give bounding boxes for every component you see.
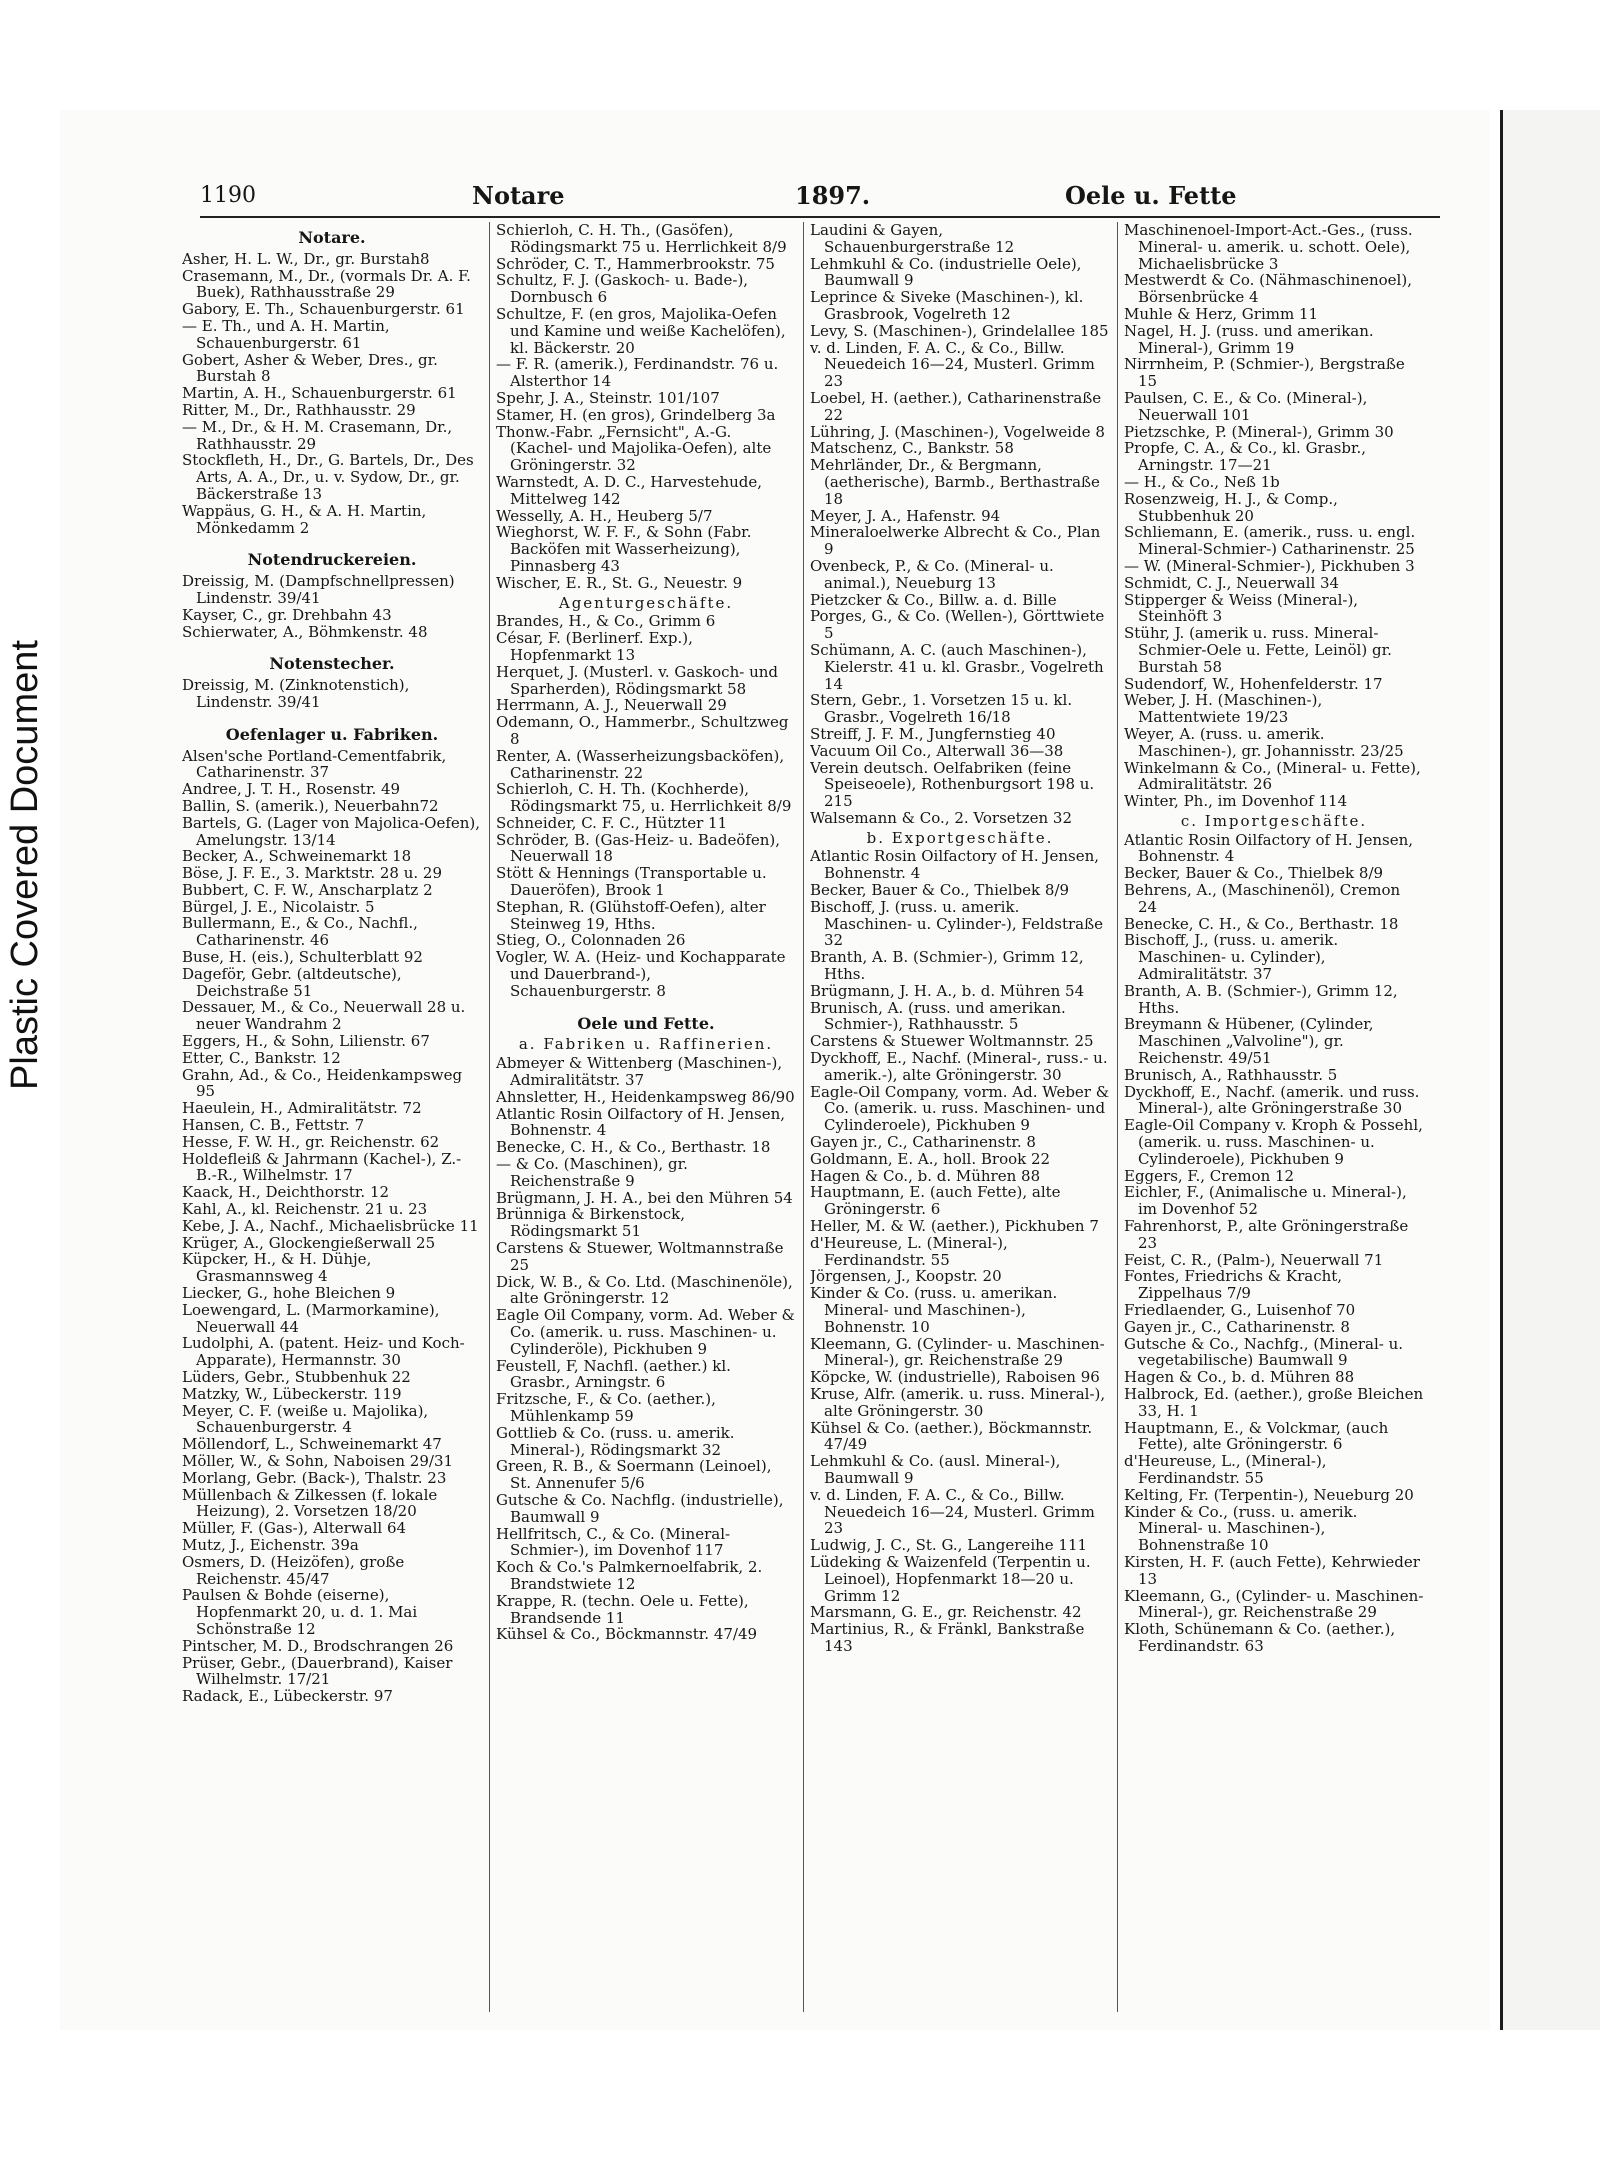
directory-entry: Dick, W. B., & Co. Ltd. (Maschinenöle), alte Gröningerstr. 12 [496,1272,793,1308]
directory-entry: Hauptmann, E., & Volckmar, (auch Fette), alte Gröningerstr. 6 [1124,1418,1389,1454]
directory-entry: Wappäus, G. H., & A. H. Martin, Mönkedamm 2 [182,501,427,537]
directory-entry: — F. R. (amerik.), Ferdinandstr. 76 u. Alsterthor 14 [496,355,779,391]
directory-entry: Streiff, J. F. M., Jungfernstieg 40 [810,724,1056,743]
directory-entry: Winkelmann & Co., (Mineral- u. Fette), Admiralitätstr. 26 [1124,758,1421,794]
directory-entry: Heller, M. & W. (aether.), Pickhuben 7 [810,1217,1099,1236]
directory-entry: Gabory, E. Th., Schauenburgerstr. 61 [182,300,465,319]
directory-entry: Verein deutsch. Oelfabriken (feine Speiseoele), Rothenburgsort 198 u. 215 [810,758,1095,811]
directory-entry: Becker, A., Schweinemarkt 18 [182,847,412,866]
directory-entry: Koch & Co.'s Palmkernoelfabrik, 2. Brandstwiete 12 [496,1558,763,1593]
directory-entry: Liecker, G., hohe Bleichen 9 [182,1284,396,1303]
directory-entry: Stockfleth, H., Dr., G. Bartels, Dr., Des Arts, A. A., Dr., u. v. Sydow, Dr., gr. Bäckerstraße 13 [182,451,474,503]
directory-entry: Etter, C., Bankstr. 12 [182,1048,341,1067]
directory-entry: Halbrock, Ed. (aether.), große Bleichen 33, H. 1 [1124,1384,1424,1420]
directory-entry: Schmidt, C. J., Neuerwall 34 [1124,573,1340,592]
subsection-heading: Agenturgeschäfte. [558,593,734,612]
directory-entry: Loewengard, L. (Marmorkamine), Neuerwall 44 [182,1300,440,1336]
directory-entry: Hansen, C. B., Fettstr. 7 [182,1116,365,1135]
directory-entry: Becker, Bauer & Co., Thielbek 8/9 [810,881,1070,900]
directory-entry: Laudini & Gayen, Schauenburgerstraße 12 [810,222,1015,256]
directory-entry: d'Heureuse, L., (Mineral-), Ferdinandstr. 55 [1124,1452,1327,1487]
directory-entry: Eagle-Oil Company v. Kroph & Possehl, (amerik. u. russ. Maschinen- u. Cylinderoele), Pickhuben 9 [1124,1116,1423,1168]
directory-entry: Asher, H. L. W., Dr., gr. Burstah8 [182,249,430,268]
page-number: 1190 [200,183,256,208]
column-1 [182,222,482,2012]
directory-entry: Kloth, Schünemann & Co. (aether.), Ferdinandstr. 63 [1124,1620,1396,1655]
directory-entry: Schultz, F. J. (Gaskoch- u. Bade-), Dornbusch 6 [496,271,749,307]
directory-entry: Kleemann, G. (Cylinder- u. Maschinen-Mineral-), gr. Reichenstraße 29 [810,1334,1105,1370]
directory-entry: Hauptmann, E. (auch Fette), alte Gröningerstr. 6 [810,1183,1061,1219]
directory-entry: Feist, C. R., (Palm-), Neuerwall 71 [1124,1250,1384,1269]
directory-entry: Mutz, J., Eichenstr. 39a [182,1535,359,1554]
directory-entry: Carstens & Stuewer, Woltmannstraße 25 [496,1239,784,1274]
directory-entry: Vacuum Oil Co., Alterwall 36—38 [810,741,1064,760]
directory-entry: Rosenzweig, H. J., & Comp., Stubbenhuk 20 [1124,489,1338,525]
directory-entry: — M., Dr., & H. M. Crasemann, Dr., Rathhausstr. 29 [182,417,453,453]
directory-entry: Dreissig, M. (Dampfschnellpressen) Lindenstr. 39/41 [182,572,455,607]
directory-entry: Schierloh, C. H. Th. (Kochherde), Rödingsmarkt 75, u. Herrlichkeit 8/9 [496,780,792,816]
directory-entry: Möller, W., & Sohn, Naboisen 29/31 [182,1451,454,1470]
header-rule [200,216,1440,218]
directory-entry: Morlang, Gebr. (Back-), Thalstr. 23 [182,1468,447,1487]
directory-entry: Marsmann, G. E., gr. Reichenstr. 42 [810,1603,1082,1622]
directory-entry: Hesse, F. W. H., gr. Reichenstr. 62 [182,1132,440,1151]
directory-entry: Haeulein, H., Admiralitätstr. 72 [182,1099,422,1118]
directory-entry: Matzky, W., Lübeckerstr. 119 [182,1384,402,1403]
directory-entry: Leprince & Siveke (Maschinen-), kl. Grasbrook, Vogelreth 12 [810,288,1084,323]
directory-entry: Pietzcker & Co., Billw. a. d. Bille [810,590,1057,609]
directory-entry: Schliemann, E. (amerik., russ. u. engl. Mineral-Schmier-) Catharinenstr. 25 [1124,523,1416,559]
directory-entry: Abmeyer & Wittenberg (Maschinen-), Admiralitätstr. 37 [496,1054,783,1090]
directory-entry: Radack, E., Lübeckerstr. 97 [182,1687,393,1706]
directory-entry: Kelting, Fr. (Terpentin-), Neueburg 20 [1124,1485,1414,1504]
directory-entry: Schröder, C. T., Hammerbrookstr. 75 [496,254,775,273]
directory-entry: Wischer, E. R., St. G., Neuestr. 9 [496,573,743,592]
subsection-heading: c. Importgeschäfte. [1180,811,1368,830]
directory-entry: Thonw.-Fabr. „Fernsicht", A.-G. (Kachel- und Majolika-Oefen), alte Gröningerstr. 32 [496,422,772,475]
directory-entry: Kebe, J. A., Nachf., Michaelisbrücke 11 [182,1216,479,1235]
directory-entry: Breymann & Hübener, (Cylinder, Maschinen „Valvoline"), gr. Reichenstr. 49/51 [1124,1015,1374,1068]
directory-entry: Stern, Gebr., 1. Vorsetzen 15 u. kl. Grasbr., Vogelreth 16/18 [810,691,1073,727]
directory-entry: Ovenbeck, P., & Co. (Mineral- u. animal.), Neueburg 13 [810,556,1054,592]
directory-entry: Pintscher, M. D., Brodschrangen 26 [182,1636,454,1655]
directory-entry: Wesselly, A. H., Heuberg 5/7 [496,506,713,525]
directory-entry: Lehmkuhl & Co. (ausl. Mineral-), Baumwall 9 [810,1452,1061,1487]
directory-entry: Krappe, R. (techn. Oele u. Fette), Brandsende 11 [496,1591,749,1627]
directory-entry: Bischoff, J. (russ. u. amerik. Maschinen- u. Cylinder-), Feldstraße 32 [810,897,1104,950]
directory-entry: Renter, A. (Wasserheizungsbacköfen), Catharinenstr. 22 [496,746,785,782]
directory-entry: Ahnsletter, H., Heidenkampsweg 86/90 [496,1087,795,1106]
directory-entry: d'Heureuse, L. (Mineral-), Ferdinandstr. 55 [810,1233,1008,1269]
directory-entry: Dessauer, M., & Co., Neuerwall 28 u. neuer Wandrahm 2 [182,998,466,1034]
directory-entry: Ballin, S. (amerik.), Neuerbahn72 [182,796,439,815]
directory-entry: Feustell, F, Nachfl. (aether.) kl. Grasbr., Arningstr. 6 [496,1356,731,1392]
directory-entry: Ritter, M., Dr., Rathhausstr. 29 [182,400,416,419]
directory-entry: Lüdeking & Waizenfeld (Terpentin u. Leinoel), Hopfenmarkt 18—20 u. Grimm 12 [810,1552,1091,1605]
directory-entry: Kayser, C., gr. Drehbahn 43 [182,605,392,624]
directory-entry: Holdefleiß & Jahrmann (Kachel-), Z.-B.-R., Wilhelmstr. 17 [182,1149,462,1185]
directory-entry: Stephan, R. (Glühstoff-Oefen), alter Steinweg 19, Hths. [496,897,766,933]
directory-entry: Stipperger & Weiss (Mineral-), Steinhöft 3 [1124,590,1359,626]
section-heading: Oele und Fette. [577,1013,715,1033]
directory-entry: Kirsten, H. F. (auch Fette), Kehrwieder 13 [1124,1552,1420,1588]
directory-entry: Odemann, O., Hammerbr., Schultzweg 8 [496,713,789,748]
directory-entry: — W. (Mineral-Schmier-), Pickhuben 3 [1124,556,1415,575]
directory-entry: Wieghorst, W. F. F., & Sohn (Fabr. Backöfen mit Wasserheizung), Pinnasberg 43 [496,523,752,575]
subsection-heading: a. Fabriken u. Raffinerien. [518,1035,774,1054]
section-heading: Notenstecher. [269,654,395,674]
directory-entry: — H., & Co., Neß 1b [1124,472,1280,491]
directory-entry: Schümann, A. C. (auch Maschinen-), Kielerstr. 41 u. kl. Grasbr., Vogelreth 14 [810,640,1104,693]
directory-entry: Loebel, H. (aether.), Catharinenstraße 22 [810,388,1102,424]
directory-entry: Kleemann, G., (Cylinder- u. Maschinen-Mineral-), gr. Reichenstraße 29 [1124,1586,1424,1622]
directory-entry: v. d. Linden, F. A. C., & Co., Billw. Neuedeich 16—24, Musterl. Grimm 23 [810,338,1095,391]
next-page-edge [1500,110,1600,2030]
directory-entry: Köpcke, W. (industrielle), Raboisen 96 [810,1368,1100,1387]
directory-entry: Kühsel & Co. (aether.), Böckmannstr. 47/49 [810,1418,1093,1454]
section-heading: Oefenlager u. Fabriken. [225,724,439,744]
directory-entry: Küpcker, H., & H. Dühje, Grasmannsweg 4 [182,1250,372,1286]
column-separator [803,222,804,2012]
directory-entry: Propfe, C. A., & Co., kl. Grasbr., Arningstr. 17—21 [1124,439,1367,475]
directory-entry: Krüger, A., Glockengießerwall 25 [182,1233,436,1252]
directory-entry: Eichler, F., (Animalische u. Mineral-), im Dovenhof 52 [1124,1183,1407,1219]
directory-entry: Eggers, F., Cremon 12 [1124,1166,1295,1185]
directory-entry: Jörgensen, J., Koopstr. 20 [810,1267,1002,1286]
directory-entry: Eggers, H., & Sohn, Lilienstr. 67 [182,1032,430,1051]
directory-entry: Vogler, W. A. (Heiz- und Kochapparate und Dauerbrand-), Schauenburgerstr. 8 [496,948,786,1000]
directory-entry: Brünniga & Birkenstock, Rödingsmarkt 51 [496,1205,686,1241]
directory-entry: Levy, S. (Maschinen-), Grindelallee 185 [810,321,1109,340]
directory-entry: Kaack, H., Deichthorstr. 12 [182,1183,390,1202]
directory-entry: Brandes, H., & Co., Grimm 6 [496,612,716,631]
directory-entry: Meyer, J. A., Hafenstr. 94 [810,506,1001,525]
directory-entry: Maschinenoel-Import-Act.-Ges., (russ. Mineral- u. amerik. u. schott. Oele), Michaelisbrücke 3 [1124,222,1413,273]
directory-entry: Weyer, A. (russ. u. amerik. Maschinen-), gr. Johannisstr. 23/25 [1124,724,1404,760]
section-heading: Notendruckereien. [247,550,417,570]
directory-entry: Müllenbach & Zilkessen (f. lokale Heizung), 2. Vorsetzen 18/20 [182,1485,438,1521]
directory-entry: Dreissig, M. (Zinknotenstich), Lindenstr. 39/41 [182,676,410,711]
directory-entry: Stamer, H. (en gros), Grindelberg 3a [496,405,776,424]
directory-entry: Lehmkuhl & Co. (industrielle Oele), Baumwall 9 [810,254,1082,290]
directory-entry: Bürgel, J. E., Nicolaistr. 5 [182,897,375,916]
directory-entry: Lüders, Gebr., Stubbenhuk 22 [182,1368,411,1386]
directory-entry: Matschenz, C., Bankstr. 58 [810,439,1014,458]
directory-entry: Gayen jr., C., Catharinenstr. 8 [1124,1317,1350,1336]
directory-entry: Prüser, Gebr., (Dauerbrand), Kaiser Wilhelmstr. 17/21 [182,1653,453,1689]
directory-entry: Hagen & Co., b. d. Mühren 88 [1124,1368,1355,1387]
directory-entry: Schierloh, C. H. Th., (Gasöfen), Rödingsmarkt 75 u. Herrlichkeit 8/9 [496,222,787,256]
column-2 [496,222,796,2012]
directory-entry: Dageför, Gebr. (altdeutsche), Deichstraße 51 [182,964,402,1000]
directory-entry: Herrmann, A. J., Neuerwall 29 [496,696,727,715]
column-4 [1124,222,1424,2012]
directory-entry: Warnstedt, A. D. C., Harvestehude, Mittelweg 142 [496,472,763,508]
page-header [200,178,1440,214]
directory-entry: Benecke, C. H., & Co., Berthastr. 18 [1124,914,1399,933]
directory-entry: Grahn, Ad., & Co., Heidenkampsweg 95 [182,1065,463,1101]
directory-entry: Schultze, F. (en gros, Majolika-Oefen und Kamine und weiße Kachelöfen), kl. Bäckerstr. 20 [496,304,786,357]
directory-entry: Branth, A. B. (Schmier-), Grimm 12, Hths. [810,948,1084,984]
directory-entry: Mestwerdt & Co. (Nähmaschinenoel), Börsenbrücke 4 [1124,271,1412,307]
directory-entry: Kruse, Alfr. (amerik. u. russ. Mineral-), alte Gröningerstr. 30 [810,1384,1106,1420]
directory-entry: Andree, J. T. H., Rosenstr. 49 [182,780,401,799]
directory-entry: Atlantic Rosin Oilfactory of H. Jensen, Bohnenstr. 4 [496,1104,786,1140]
directory-entry: Crasemann, M., Dr., (vormals Dr. A. F. Buek), Rathhausstraße 29 [182,266,471,302]
directory-entry: Gutsche & Co. Nachflg. (industrielle), Baumwall 9 [496,1490,784,1526]
year-heading: 1897. [795,181,871,210]
directory-entry: Stühr, J. (amerik u. russ. Mineral-Schmier-Oele u. Fette, Leinöl) gr. Burstah 58 [1124,624,1392,676]
directory-entry: Eagle-Oil Company, vorm. Ad. Weber & Co. (amerik. u. russ. Maschinen- und Cylinderoele), Pickhuben 9 [810,1082,1110,1135]
column-separator [489,222,490,2012]
directory-entry: Dyckhoff, E., Nachf. (Mineral-, russ.- u. amerik.-), alte Gröningerstr. 30 [810,1049,1108,1084]
directory-entry: Martinius, R., & Fränkl, Bankstraße 143 [810,1620,1085,1655]
directory-entry: Hellfritsch, C., & Co. (Mineral-Schmier-), im Dovenhof 117 [496,1524,731,1560]
directory-entry: Stött & Hennings (Transportable u. Daueröfen), Brook 1 [496,864,767,900]
directory-entry: Buse, H. (eis.), Schulterblatt 92 [182,948,423,967]
directory-entry: Hagen & Co., b. d. Mühren 88 [810,1166,1041,1185]
directory-entry: Müller, F. (Gas-), Alterwall 64 [182,1519,407,1538]
section-heading: Notare. [298,228,366,247]
directory-entry: Becker, Bauer & Co., Thielbek 8/9 [1124,864,1384,883]
directory-entry: Nirrnheim, P. (Schmier-), Bergstraße 15 [1124,355,1405,391]
directory-entry: Meyer, C. F. (weiße u. Majolika), Schauenburgerstr. 4 [182,1401,429,1437]
directory-entry: Nagel, H. J. (russ. und amerikan. Mineral-), Grimm 19 [1124,321,1374,357]
directory-entry: Brunisch, A. (russ. und amerikan. Schmier-), Rathhausstr. 5 [810,998,1066,1034]
directory-entry: Behrens, A., (Maschinenöl), Cremon 24 [1124,881,1401,916]
directory-entry: v. d. Linden, F. A. C., & Co., Billw. Neuedeich 16—24, Musterl. Grimm 23 [810,1485,1095,1538]
running-head-left: Notare [472,181,565,210]
directory-entry: — & Co. (Maschinen), gr. Reichenstraße 9 [496,1155,688,1190]
directory-entry: Paulsen & Bohde (eiserne), Hopfenmarkt 20, u. d. 1. Mai Schönstraße 12 [182,1586,418,1638]
directory-entry: Alsen'sche Portland-Cementfabrik, Catharinenstr. 37 [182,746,447,782]
subsection-heading: b. Exportgeschäfte. [866,828,1054,847]
directory-entry: Fontes, Friedrichs & Kracht, Zippelhaus 7/9 [1124,1267,1343,1303]
directory-entry: Spehr, J. A., Steinstr. 101/107 [496,388,720,407]
directory-entry: Gayen jr., C., Catharinenstr. 8 [810,1133,1036,1152]
directory-entry: Walsemann & Co., 2. Vorsetzen 32 [810,808,1072,827]
directory-entry: Herquet, J. (Musterl. v. Gaskoch- und Sparherden), Rödingsmarkt 58 [496,662,778,698]
directory-entry: Bischoff, J., (russ. u. amerik. Maschinen- u. Cylinder), Admiralitätstr. 37 [1124,931,1339,984]
directory-entry: Branth, A. B. (Schmier-), Grimm 12, Hths. [1124,981,1398,1017]
directory-entry: César, F. (Berlinerf. Exp.), Hopfenmarkt 13 [496,629,693,664]
directory-entry: Gobert, Asher & Weber, Dres., gr. Burstah 8 [182,350,438,386]
directory-entry: Schröder, B. (Gas-Heiz- u. Badeöfen), Neuerwall 18 [496,830,781,866]
directory-entry: Mineraloelwerke Albrecht & Co., Plan 9 [810,523,1101,559]
directory-entry: Kinder & Co., (russ. u. amerik. Mineral- u. Maschinen-), Bohnenstraße 10 [1124,1502,1358,1555]
directory-entry: Kinder & Co. (russ. u. amerikan. Mineral- und Maschinen-), Bohnenstr. 10 [810,1284,1058,1336]
side-label: Plastic Covered Document [4,640,46,1090]
directory-entry: Atlantic Rosin Oilfactory of H. Jensen, Bohnenstr. 4 [810,847,1100,883]
directory-entry: Kahl, A., kl. Reichenstr. 21 u. 23 [182,1200,428,1219]
directory-entry: Eagle Oil Company, vorm. Ad. Weber & Co. (amerik. u. russ. Maschinen- u. Cylinderöle), Pickhuben 9 [496,1306,795,1358]
directory-entry: Martin, A. H., Schauenburgerstr. 61 [182,384,457,403]
directory-entry: Bubbert, C. F. W., Anscharplatz 2 [182,880,433,899]
directory-entry: Weber, J. H. (Maschinen-), Mattentwiete 19/23 [1124,691,1323,727]
directory-entry: Carstens & Stuewer Woltmannstr. 25 [810,1032,1094,1051]
directory-entry: Möllendorf, L., Schweinemarkt 47 [182,1435,442,1454]
directory-entry: Schneider, C. F. C., Hützter 11 [496,813,728,832]
directory-entry: Gottlieb & Co. (russ. u. amerik. Mineral-), Rödingsmarkt 32 [496,1423,735,1459]
directory-entry: Atlantic Rosin Oilfactory of H. Jensen, Bohnenstr. 4 [1124,830,1414,866]
directory-entry: Winter, Ph., im Dovenhof 114 [1124,792,1348,811]
directory-entry: Bullermann, E., & Co., Nachfl., Catharinenstr. 46 [182,914,418,950]
directory-entry: Brunisch, A., Rathhausstr. 5 [1124,1065,1338,1084]
directory-entry: Brügmann, J. H. A., b. d. Mühren 54 [810,981,1085,1000]
directory-entry: — E. Th., und A. H. Martin, Schauenburgerstr. 61 [182,316,390,352]
directory-entry: Gutsche & Co., Nachfg., (Mineral- u. vegetabilische) Baumwall 9 [1124,1334,1404,1370]
directory-entry: Fritzsche, F., & Co. (aether.), Mühlenkamp 59 [496,1390,716,1425]
directory-entry: Sudendorf, W., Hohenfelderstr. 17 [1124,674,1383,693]
directory-entry: Ludwig, J. C., St. G., Langereihe 111 [810,1536,1088,1555]
directory-entry: Ludolphi, A. (patent. Heiz- und Koch-Apparate), Hermannstr. 30 [182,1334,465,1370]
directory-entry: Goldmann, E. A., holl. Brook 22 [810,1149,1051,1168]
directory-entry: Brügmann, J. H. A., bei den Mühren 54 [496,1188,793,1207]
directory-entry: Bartels, G. (Lager von Majolica-Oefen), Amelungstr. 13/14 [182,813,481,849]
column-separator [1117,222,1118,2012]
directory-entry: Green, R. B., & Soermann (Leinoel), St. Annenufer 5/6 [496,1457,772,1493]
running-head-right: Oele u. Fette [1065,181,1237,210]
directory-entry: Porges, G., & Co. (Wellen-), Görttwiete 5 [810,607,1105,643]
directory-entry: Schierwater, A., Böhmkenstr. 48 [182,622,428,641]
directory-entry: Stieg, O., Colonnaden 26 [496,931,686,950]
directory-entry: Friedlaender, G., Luisenhof 70 [1124,1301,1356,1319]
directory-entry: Osmers, D. (Heizöfen), große Reichenstr. 45/47 [182,1552,405,1588]
directory-entry: Benecke, C. H., & Co., Berthastr. 18 [496,1138,771,1157]
column-3 [810,222,1110,2012]
directory-entry: Pietzschke, P. (Mineral-), Grimm 30 [1124,422,1394,441]
directory-entry: Paulsen, C. E., & Co. (Mineral-), Neuerwall 101 [1124,388,1368,424]
directory-entry: Mehrländer, Dr., & Bergmann, (aetherische), Barmb., Berthastraße 18 [810,456,1100,508]
directory-entry: Lühring, J. (Maschinen-), Vogelweide 8 [810,422,1105,441]
directory-entry: Dyckhoff, E., Nachf. (amerik. und russ. Mineral-), alte Gröningerstraße 30 [1124,1082,1420,1118]
directory-entry: Muhle & Herz, Grimm 11 [1124,304,1319,323]
directory-entry: Kühsel & Co., Böckmannstr. 47/49 [496,1625,758,1644]
directory-entry: Fahrenhorst, P., alte Gröningerstraße 23 [1124,1217,1409,1252]
directory-entry: Böse, J. F. E., 3. Marktstr. 28 u. 29 [182,864,443,883]
